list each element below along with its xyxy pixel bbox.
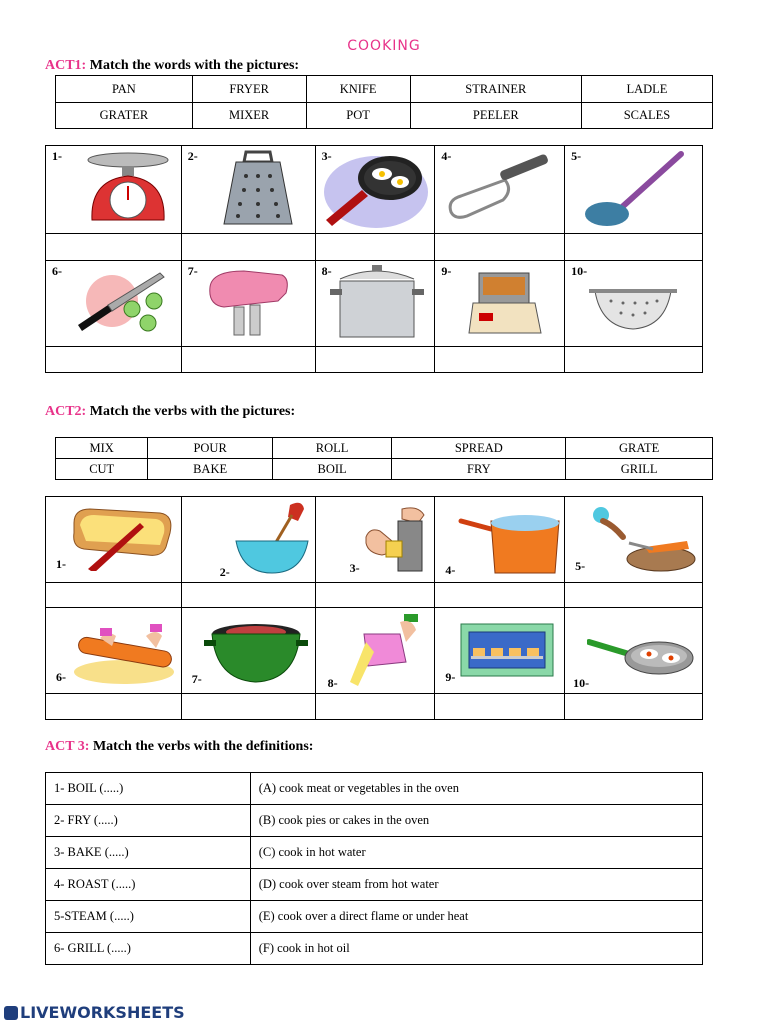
- mix-icon: [230, 499, 314, 577]
- page-title: COOKING: [347, 38, 421, 54]
- word-cell: GRATER: [56, 103, 193, 129]
- picture-cell: [181, 497, 315, 583]
- picture-number: 3-: [349, 561, 360, 575]
- picture-number: 5-: [575, 559, 586, 573]
- picture-cell: [181, 608, 315, 694]
- picture-cell: [181, 261, 315, 347]
- act1-heading: [45, 58, 299, 74]
- answer-cell[interactable]: [181, 583, 315, 608]
- act2-heading: [45, 404, 295, 420]
- pot-icon: [321, 259, 430, 345]
- act1-instruction: Match the words with the pictures:: [89, 58, 300, 73]
- grate-icon: [362, 501, 432, 577]
- hand-mixer-icon: [204, 265, 294, 343]
- picture-number: 5-: [571, 149, 582, 163]
- answer-cell[interactable]: [46, 234, 182, 261]
- picture-cell: [435, 608, 565, 694]
- answer-cell[interactable]: [435, 694, 565, 720]
- picture-number: 7-: [191, 672, 202, 686]
- word-cell: PEELER: [410, 103, 581, 129]
- picture-cell: [181, 146, 315, 234]
- word-cell: PAN: [56, 76, 193, 103]
- picture-number: 1-: [56, 557, 66, 571]
- answer-cell[interactable]: [565, 694, 703, 720]
- verb-cell[interactable]: 2- FRY (.....): [46, 805, 251, 837]
- frying-pan-icon: [318, 150, 432, 230]
- answer-cell[interactable]: [565, 583, 703, 608]
- act3-definitions-table: [45, 772, 703, 965]
- word-cell: CUT: [56, 459, 148, 480]
- answer-cell[interactable]: [181, 694, 315, 720]
- picture-cell: [565, 146, 703, 234]
- grater-icon: [218, 148, 298, 230]
- definition-cell: (B) cook pies or cakes in the oven: [250, 805, 702, 837]
- act1-tag: ACT1:: [45, 58, 87, 73]
- word-cell: GRILL: [566, 459, 713, 480]
- act3-instruction: Match the verbs with the definitions:: [92, 739, 314, 754]
- answer-cell[interactable]: [181, 234, 315, 261]
- picture-cell: [315, 146, 435, 234]
- word-cell: ROLL: [272, 438, 392, 459]
- act1-picture-grid: [45, 145, 703, 373]
- answer-cell[interactable]: [565, 234, 703, 261]
- definition-cell: (C) cook in hot water: [250, 837, 702, 869]
- picture-cell: [46, 146, 182, 234]
- answer-cell[interactable]: [46, 583, 182, 608]
- pour-icon: [344, 612, 432, 692]
- word-cell: POUR: [148, 438, 272, 459]
- spread-icon: [70, 503, 176, 571]
- picture-cell: [315, 608, 435, 694]
- picture-cell: [315, 497, 435, 583]
- answer-cell[interactable]: [315, 234, 435, 261]
- answer-cell[interactable]: [315, 694, 435, 720]
- picture-number: 4-: [441, 149, 452, 163]
- picture-number: 6-: [56, 670, 66, 684]
- picture-number: 1-: [52, 149, 62, 163]
- picture-cell: [435, 261, 565, 347]
- word-cell: STRAINER: [410, 76, 581, 103]
- picture-number: 6-: [52, 264, 62, 278]
- picture-number: 7-: [187, 264, 198, 278]
- word-cell: MIX: [56, 438, 148, 459]
- verb-cell[interactable]: 3- BAKE (.....): [46, 837, 251, 869]
- word-cell: POT: [306, 103, 410, 129]
- answer-cell[interactable]: [565, 347, 703, 373]
- word-cell: KNIFE: [306, 76, 410, 103]
- word-cell: FRYER: [192, 76, 306, 103]
- logo-text: LIVEWORKSHEETS: [20, 1003, 185, 1022]
- grill-icon: [204, 618, 308, 688]
- act2-tag: ACT2:: [45, 404, 87, 419]
- definition-cell: (F) cook in hot oil: [250, 933, 702, 965]
- picture-number: 8-: [327, 676, 338, 690]
- picture-cell: [565, 261, 703, 347]
- act2-picture-grid: [45, 496, 703, 720]
- act2-instruction: Match the verbs with the pictures:: [89, 404, 296, 419]
- definition-cell: (D) cook over steam from hot water: [250, 869, 702, 901]
- picture-number: 10-: [573, 676, 590, 690]
- word-cell: FRY: [392, 459, 566, 480]
- answer-cell[interactable]: [46, 347, 182, 373]
- strainer-icon: [587, 281, 679, 337]
- word-cell: BOIL: [272, 459, 392, 480]
- verb-cell[interactable]: 4- ROAST (.....): [46, 869, 251, 901]
- answer-cell[interactable]: [46, 694, 182, 720]
- definition-cell: (E) cook over a direct flame or under heat: [250, 901, 702, 933]
- act2-word-bank: [55, 437, 713, 480]
- liveworksheets-logo[interactable]: [4, 1003, 185, 1022]
- picture-cell: [565, 608, 703, 694]
- act3-tag: ACT 3:: [45, 739, 90, 754]
- answer-cell[interactable]: [435, 347, 565, 373]
- word-cell: LADLE: [581, 76, 712, 103]
- answer-cell[interactable]: [435, 234, 565, 261]
- definition-cell: (A) cook meat or vegetables in the oven: [250, 773, 702, 805]
- answer-cell[interactable]: [181, 347, 315, 373]
- picture-cell: [435, 497, 565, 583]
- word-cell: MIXER: [192, 103, 306, 129]
- logo-mark-icon: [4, 1006, 18, 1020]
- picture-cell: [435, 146, 565, 234]
- fryer-icon: [465, 265, 555, 341]
- roll-icon: [70, 618, 178, 688]
- picture-cell: [315, 261, 435, 347]
- word-cell: BAKE: [148, 459, 272, 480]
- picture-number: 9-: [445, 670, 456, 684]
- kitchen-scales-icon: [82, 150, 174, 228]
- bake-icon: [459, 622, 555, 678]
- answer-cell[interactable]: [435, 583, 565, 608]
- picture-cell: [46, 497, 182, 583]
- picture-cell: [46, 608, 182, 694]
- knife-icon: [68, 265, 174, 345]
- picture-number: 9-: [441, 264, 452, 278]
- peeler-icon: [443, 150, 559, 228]
- picture-number: 8-: [321, 264, 332, 278]
- fry-icon: [587, 628, 695, 684]
- picture-number: 3-: [321, 149, 332, 163]
- ladle-icon: [581, 150, 691, 230]
- answer-cell[interactable]: [315, 347, 435, 373]
- act3-heading: [45, 739, 313, 755]
- word-cell: SCALES: [581, 103, 712, 129]
- verb-cell[interactable]: 5-STEAM (.....): [46, 901, 251, 933]
- word-cell: SPREAD: [392, 438, 566, 459]
- picture-number: 4-: [445, 563, 456, 577]
- picture-cell: [46, 261, 182, 347]
- verb-cell[interactable]: 6- GRILL (.....): [46, 933, 251, 965]
- boil-icon: [457, 503, 565, 577]
- picture-number: 2-: [219, 565, 230, 579]
- answer-cell[interactable]: [315, 583, 435, 608]
- act1-word-bank: [55, 75, 713, 129]
- cut-icon: [589, 503, 699, 575]
- picture-cell: [565, 497, 703, 583]
- picture-number: 10-: [571, 264, 588, 278]
- picture-number: 2-: [187, 149, 198, 163]
- verb-cell[interactable]: 1- BOIL (.....): [46, 773, 251, 805]
- word-cell: GRATE: [566, 438, 713, 459]
